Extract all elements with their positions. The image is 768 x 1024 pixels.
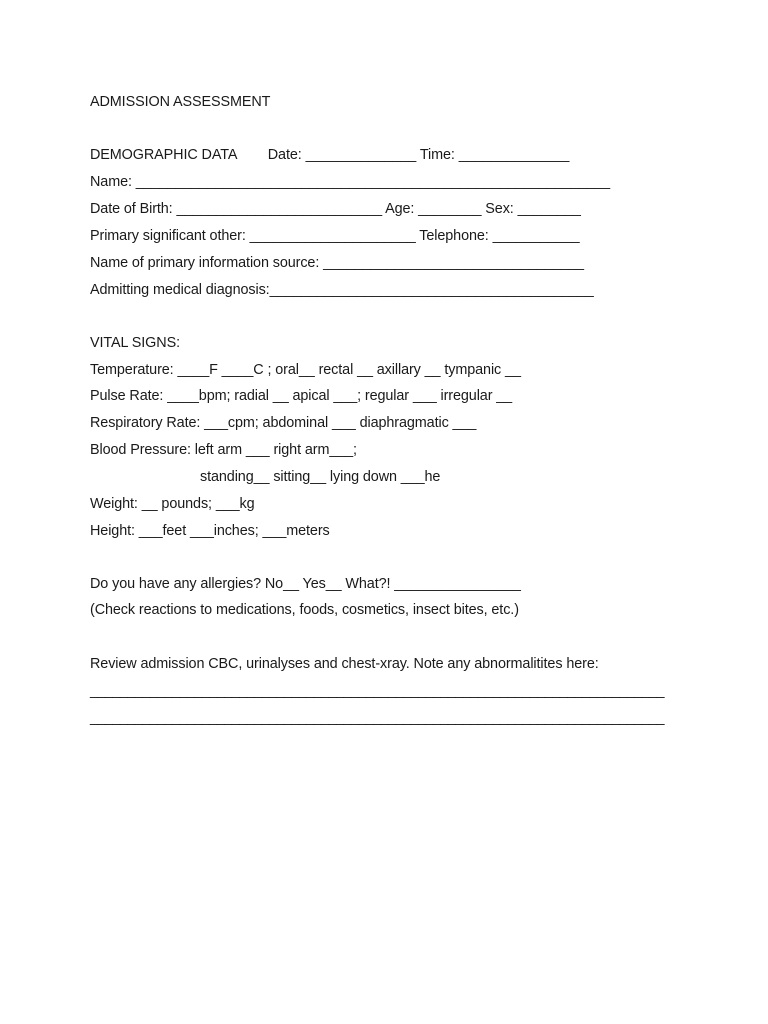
weight-field: Weight: __ pounds; ___kg [90,496,255,512]
vital-signs-heading: VITAL SIGNS: [90,335,180,351]
temperature-field: Temperature: ____F ____C ; oral__ rectal __ axillary __ tympanic __ [90,362,521,378]
significant-other-field: Primary significant other: _____________________ Telephone: ___________ [90,228,580,244]
review-blank-line: _____________________________________________________________________________ [90,710,664,726]
review-prompt: Review admission CBC, urinalyses and chest-xray. Note any abnormalitites here: [90,656,599,672]
info-source-field: Name of primary information source: _________________________________ [90,255,584,271]
demographic-heading-line: DEMOGRAPHIC DATA Date: ______________ Time: ______________ [90,147,570,163]
respiratory-rate-field: Respiratory Rate: ___cpm; abdominal ___ diaphragmatic ___ [90,415,477,431]
pulse-rate-field: Pulse Rate: ____bpm; radial __ apical ___; regular ___ irregular __ [90,388,513,404]
date-of-birth-field: Date of Birth: __________________________ Age: ________ Sex: ________ [90,201,581,217]
blood-pressure-position-field: standing__ sitting__ lying down ___he [200,469,441,485]
diagnosis-field: Admitting medical diagnosis:_________________________________________ [90,282,594,298]
blood-pressure-field: Blood Pressure: left arm ___ right arm___; [90,442,357,458]
height-field: Height: ___feet ___inches; ___meters [90,523,330,539]
allergies-note: (Check reactions to medications, foods, cosmetics, insect bites, etc.) [90,602,519,618]
review-blank-line: _____________________________________________________________________________ [90,683,664,699]
allergies-question: Do you have any allergies? No__ Yes__ What?! ________________ [90,576,521,592]
document-title: ADMISSION ASSESSMENT [90,94,271,110]
name-field: Name: ____________________________________________________________ [90,174,610,190]
